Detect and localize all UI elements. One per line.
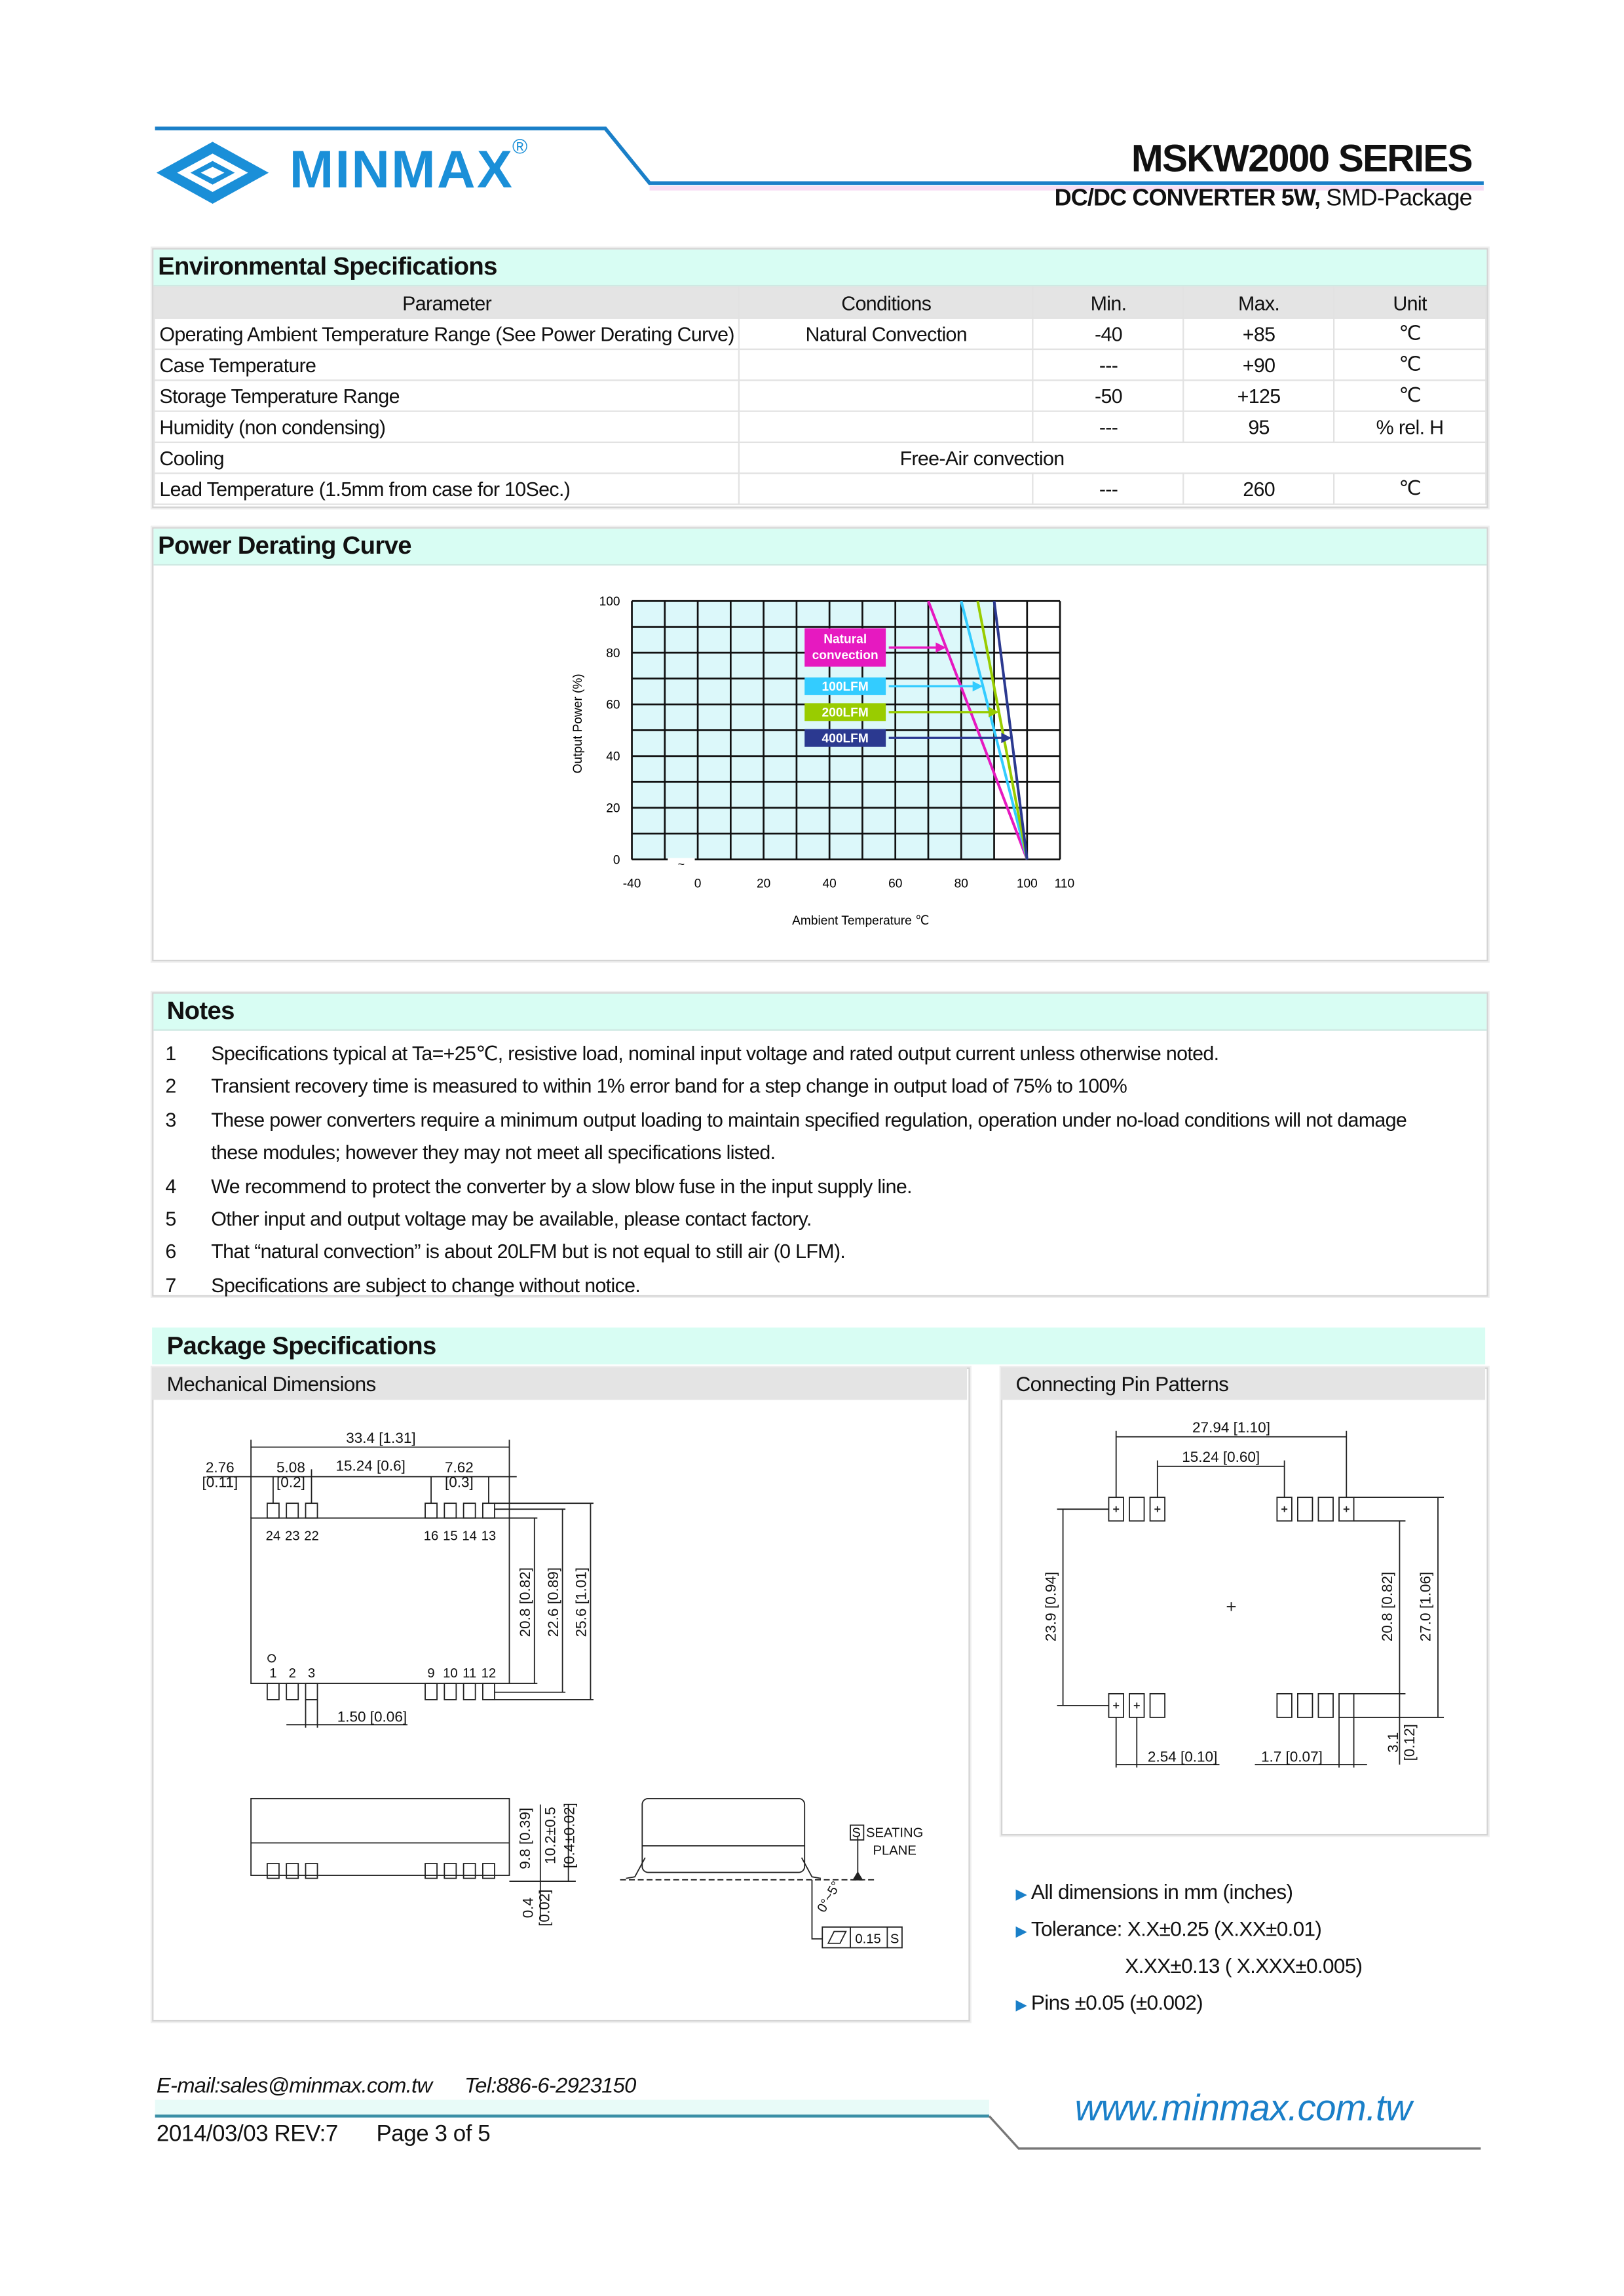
cell: --- [1033, 349, 1184, 380]
col-unit: Unit [1334, 287, 1486, 318]
pin-number-top: 23 [284, 1529, 300, 1544]
axis-break-symbol: ~ [677, 858, 685, 871]
x-tick-label: 40 [822, 877, 837, 891]
note-text: Specifications are subject to change without notice. [211, 1274, 641, 1297]
x-tick-label: 80 [954, 877, 968, 891]
section-title: Environmental Specifications [153, 250, 1486, 286]
subtitle-rest: SMD-Package [1320, 185, 1472, 212]
flatness-ref: S [890, 1932, 899, 1947]
note-text: These power converters require a minimum output loading to maintain specified regulation, operation under no-load conditions will not damage these modules; however they may not meet all specifications listed. [211, 1108, 1407, 1164]
y-tick-label: 60 [606, 698, 620, 712]
plane-label: PLANE [873, 1843, 916, 1858]
dim-762: 7.62 [444, 1459, 474, 1476]
x-tick-label: 60 [888, 877, 903, 891]
angle-label: 0°~5° [814, 1879, 844, 1915]
registered-mark: ® [512, 134, 528, 159]
cell: Free-Air convection [740, 442, 1486, 473]
note-text: We recommend to protect the converter by a slow blow fuse in the input supply line. [211, 1174, 912, 1197]
section-title: Notes [153, 994, 1486, 1031]
note-text: Other input and output voltage may be available, please contact factory. [211, 1208, 812, 1231]
series-title: MSKW2000 SERIES [1131, 136, 1472, 180]
dim-2794: 27.94 [1.10] [1192, 1419, 1270, 1436]
revision-line [157, 2122, 490, 2149]
cell: ℃ [1334, 318, 1486, 349]
bullet-item [1015, 1917, 1321, 1940]
cell: Lead Temperature (1.5mm from case for 10Sec.) [155, 473, 740, 504]
bullet-item [1015, 1880, 1293, 1904]
note-text: Transient recovery time is measured to within 1% error band for a step change in output load of 75% to 100% [211, 1075, 1127, 1098]
note-text: That “natural convection” is about 20LFM but is not equal to still air (0 LFM). [211, 1240, 846, 1263]
flatness-value: 0.15 [855, 1932, 881, 1947]
dim-276: 2.76 [205, 1459, 235, 1476]
y-tick-label: 100 [599, 594, 620, 609]
pin-number-bottom: 11 [463, 1666, 477, 1681]
bullet-continuation: X.XX±0.13 ( X.XXX±0.005) [1125, 1953, 1363, 1978]
cell: +85 [1184, 318, 1334, 349]
x-tick-label: 20 [756, 877, 771, 891]
pin-number-top: 24 [265, 1529, 281, 1544]
y-tick-label: 0 [613, 853, 620, 868]
cell: Humidity (non condensing) [155, 411, 740, 442]
brand-logo-text: MINMAX [289, 138, 514, 200]
col-max: Max. [1184, 287, 1334, 318]
bullet-text: Tolerance: X.X±0.25 (X.XX±0.01) [1030, 1917, 1322, 1941]
dim-226: 22.6 [0.89] [544, 1567, 561, 1637]
dim-overall-width: 33.4 [1.31] [346, 1429, 416, 1446]
section-title: Power Derating Curve [153, 529, 1486, 565]
contact-line [157, 2075, 636, 2098]
dim-150: 1.50 [0.06] [337, 1708, 407, 1725]
pin-number-top: 22 [304, 1529, 319, 1544]
cell: 260 [1184, 473, 1334, 504]
pin-number-top: 16 [423, 1529, 439, 1544]
cell: Case Temperature [155, 349, 740, 380]
dim-239: 23.9 [0.94] [1042, 1571, 1059, 1642]
legend-label: convection [812, 649, 878, 663]
dim-256: 25.6 [1.01] [573, 1567, 590, 1637]
pin-number-bottom: 2 [288, 1666, 296, 1681]
dim-762-in: [0.3] [444, 1474, 474, 1491]
dim-31-in: [0.12] [1401, 1724, 1418, 1761]
cell: Natural Convection [740, 318, 1033, 349]
x-tick-label: -40 [622, 877, 641, 891]
cell: % rel. H [1334, 411, 1486, 442]
dim-1524: 15.24 [0.60] [1182, 1449, 1260, 1466]
cell: ℃ [1334, 473, 1486, 504]
dim-254: 2.54 [0.10] [1147, 1748, 1218, 1765]
bullet-text: Pins ±0.05 (±0.002) [1030, 1990, 1203, 2014]
dim-208: 20.8 [0.82] [1379, 1571, 1396, 1642]
dim-276-in: [0.11] [202, 1474, 238, 1491]
note-number: 5 [165, 1208, 176, 1231]
cell: Storage Temperature Range [155, 380, 740, 411]
legend-label: Natural [823, 632, 867, 647]
pin-number-top: 14 [462, 1529, 477, 1544]
cell: --- [1033, 411, 1184, 442]
dim-002: [0.02] [536, 1889, 553, 1926]
dim-1524: 15.24 [0.6] [335, 1457, 406, 1474]
pin-number-bottom: 1 [269, 1666, 277, 1681]
y-tick-label: 80 [606, 646, 620, 660]
cell: ℃ [1334, 380, 1486, 411]
y-tick-label: 20 [606, 801, 620, 816]
cell: --- [1033, 473, 1184, 504]
dim-208: 20.8 [0.82] [517, 1567, 534, 1637]
bullet-text: All dimensions in mm (inches) [1030, 1879, 1293, 1904]
note-number: 2 [165, 1075, 176, 1098]
note-number: 6 [165, 1240, 176, 1263]
dim-508: 5.08 [276, 1459, 305, 1476]
x-tick-label: 0 [694, 877, 702, 891]
mechanical-dimensions-title: Mechanical Dimensions [152, 1368, 967, 1400]
cell: +90 [1184, 349, 1334, 380]
pin-number-bottom: 12 [481, 1666, 497, 1681]
x-axis-label: Ambient Temperature ℃ [792, 913, 930, 928]
dim-31: 3.1 [1385, 1732, 1402, 1753]
legend-label: 100LFM [821, 680, 869, 695]
note-number: 3 [165, 1108, 176, 1131]
email-text[interactable]: E-mail:sales@minmax.com.tw [156, 2075, 432, 2099]
seating-label: SEATING [865, 1826, 924, 1841]
col-min: Min. [1033, 287, 1184, 318]
triangle-bullet-icon: ▶ [1015, 1887, 1027, 1904]
col-parameter: Parameter [155, 287, 740, 318]
pin-number-bottom: 3 [307, 1666, 316, 1681]
note-number: 4 [165, 1174, 176, 1197]
package-specifications-title: Package Specifications [152, 1328, 1485, 1364]
x-tick-label: 110 [1054, 877, 1075, 891]
tel-text: Tel:886-6-2923150 [464, 2075, 636, 2099]
cell: Operating Ambient Temperature Range (See Power Derating Curve) [155, 318, 740, 349]
y-axis-label: Output Power (%) [571, 674, 585, 774]
note-number: 1 [165, 1043, 176, 1065]
dim-04: 0.4 [519, 1897, 537, 1919]
pin-pattern-title: Connecting Pin Patterns [1001, 1368, 1485, 1400]
pin-number-top: 13 [481, 1529, 497, 1544]
bullet-item [1015, 1991, 1203, 2014]
pin-number-bottom: 10 [443, 1666, 458, 1681]
note-number: 7 [165, 1274, 176, 1297]
dim-04-tol: [0.4±0.02] [561, 1803, 578, 1869]
cell: 95 [1184, 411, 1334, 442]
seating-s: S [852, 1826, 861, 1841]
legend-label: 400LFM [821, 731, 869, 746]
dim-17: 1.7 [0.07] [1260, 1748, 1323, 1765]
legend-label: 200LFM [821, 706, 869, 720]
dim-508-in: [0.2] [276, 1474, 305, 1491]
x-tick-label: 100 [1016, 877, 1038, 891]
cell: ℃ [1334, 349, 1486, 380]
dim-270: 27.0 [1.06] [1417, 1571, 1434, 1642]
website-link[interactable]: www.minmax.com.tw [1074, 2088, 1412, 2130]
note-text: Specifications typical at Ta=+25℃, resistive load, nominal input voltage and rated output current unless otherwise noted. [211, 1043, 1219, 1065]
triangle-bullet-icon: ▶ [1015, 1924, 1027, 1941]
cell: Cooling [155, 442, 740, 473]
triangle-bullet-icon: ▶ [1015, 1998, 1027, 2014]
pin-number-top: 15 [443, 1529, 458, 1544]
cell: -50 [1033, 380, 1184, 411]
subtitle-bold: DC/DC CONVERTER 5W, [1054, 185, 1321, 212]
dim-102: 10.2±0.5 [542, 1807, 559, 1864]
pin-number-bottom: 9 [427, 1666, 435, 1681]
col-conditions: Conditions [740, 287, 1033, 318]
dim-98: 9.8 [0.39] [517, 1807, 534, 1869]
page-number: Page 3 of 5 [376, 2122, 491, 2147]
cell: -40 [1033, 318, 1184, 349]
cell: +125 [1184, 380, 1334, 411]
date-revision: 2014/03/03 REV:7 [156, 2122, 338, 2147]
y-tick-label: 40 [606, 750, 620, 764]
